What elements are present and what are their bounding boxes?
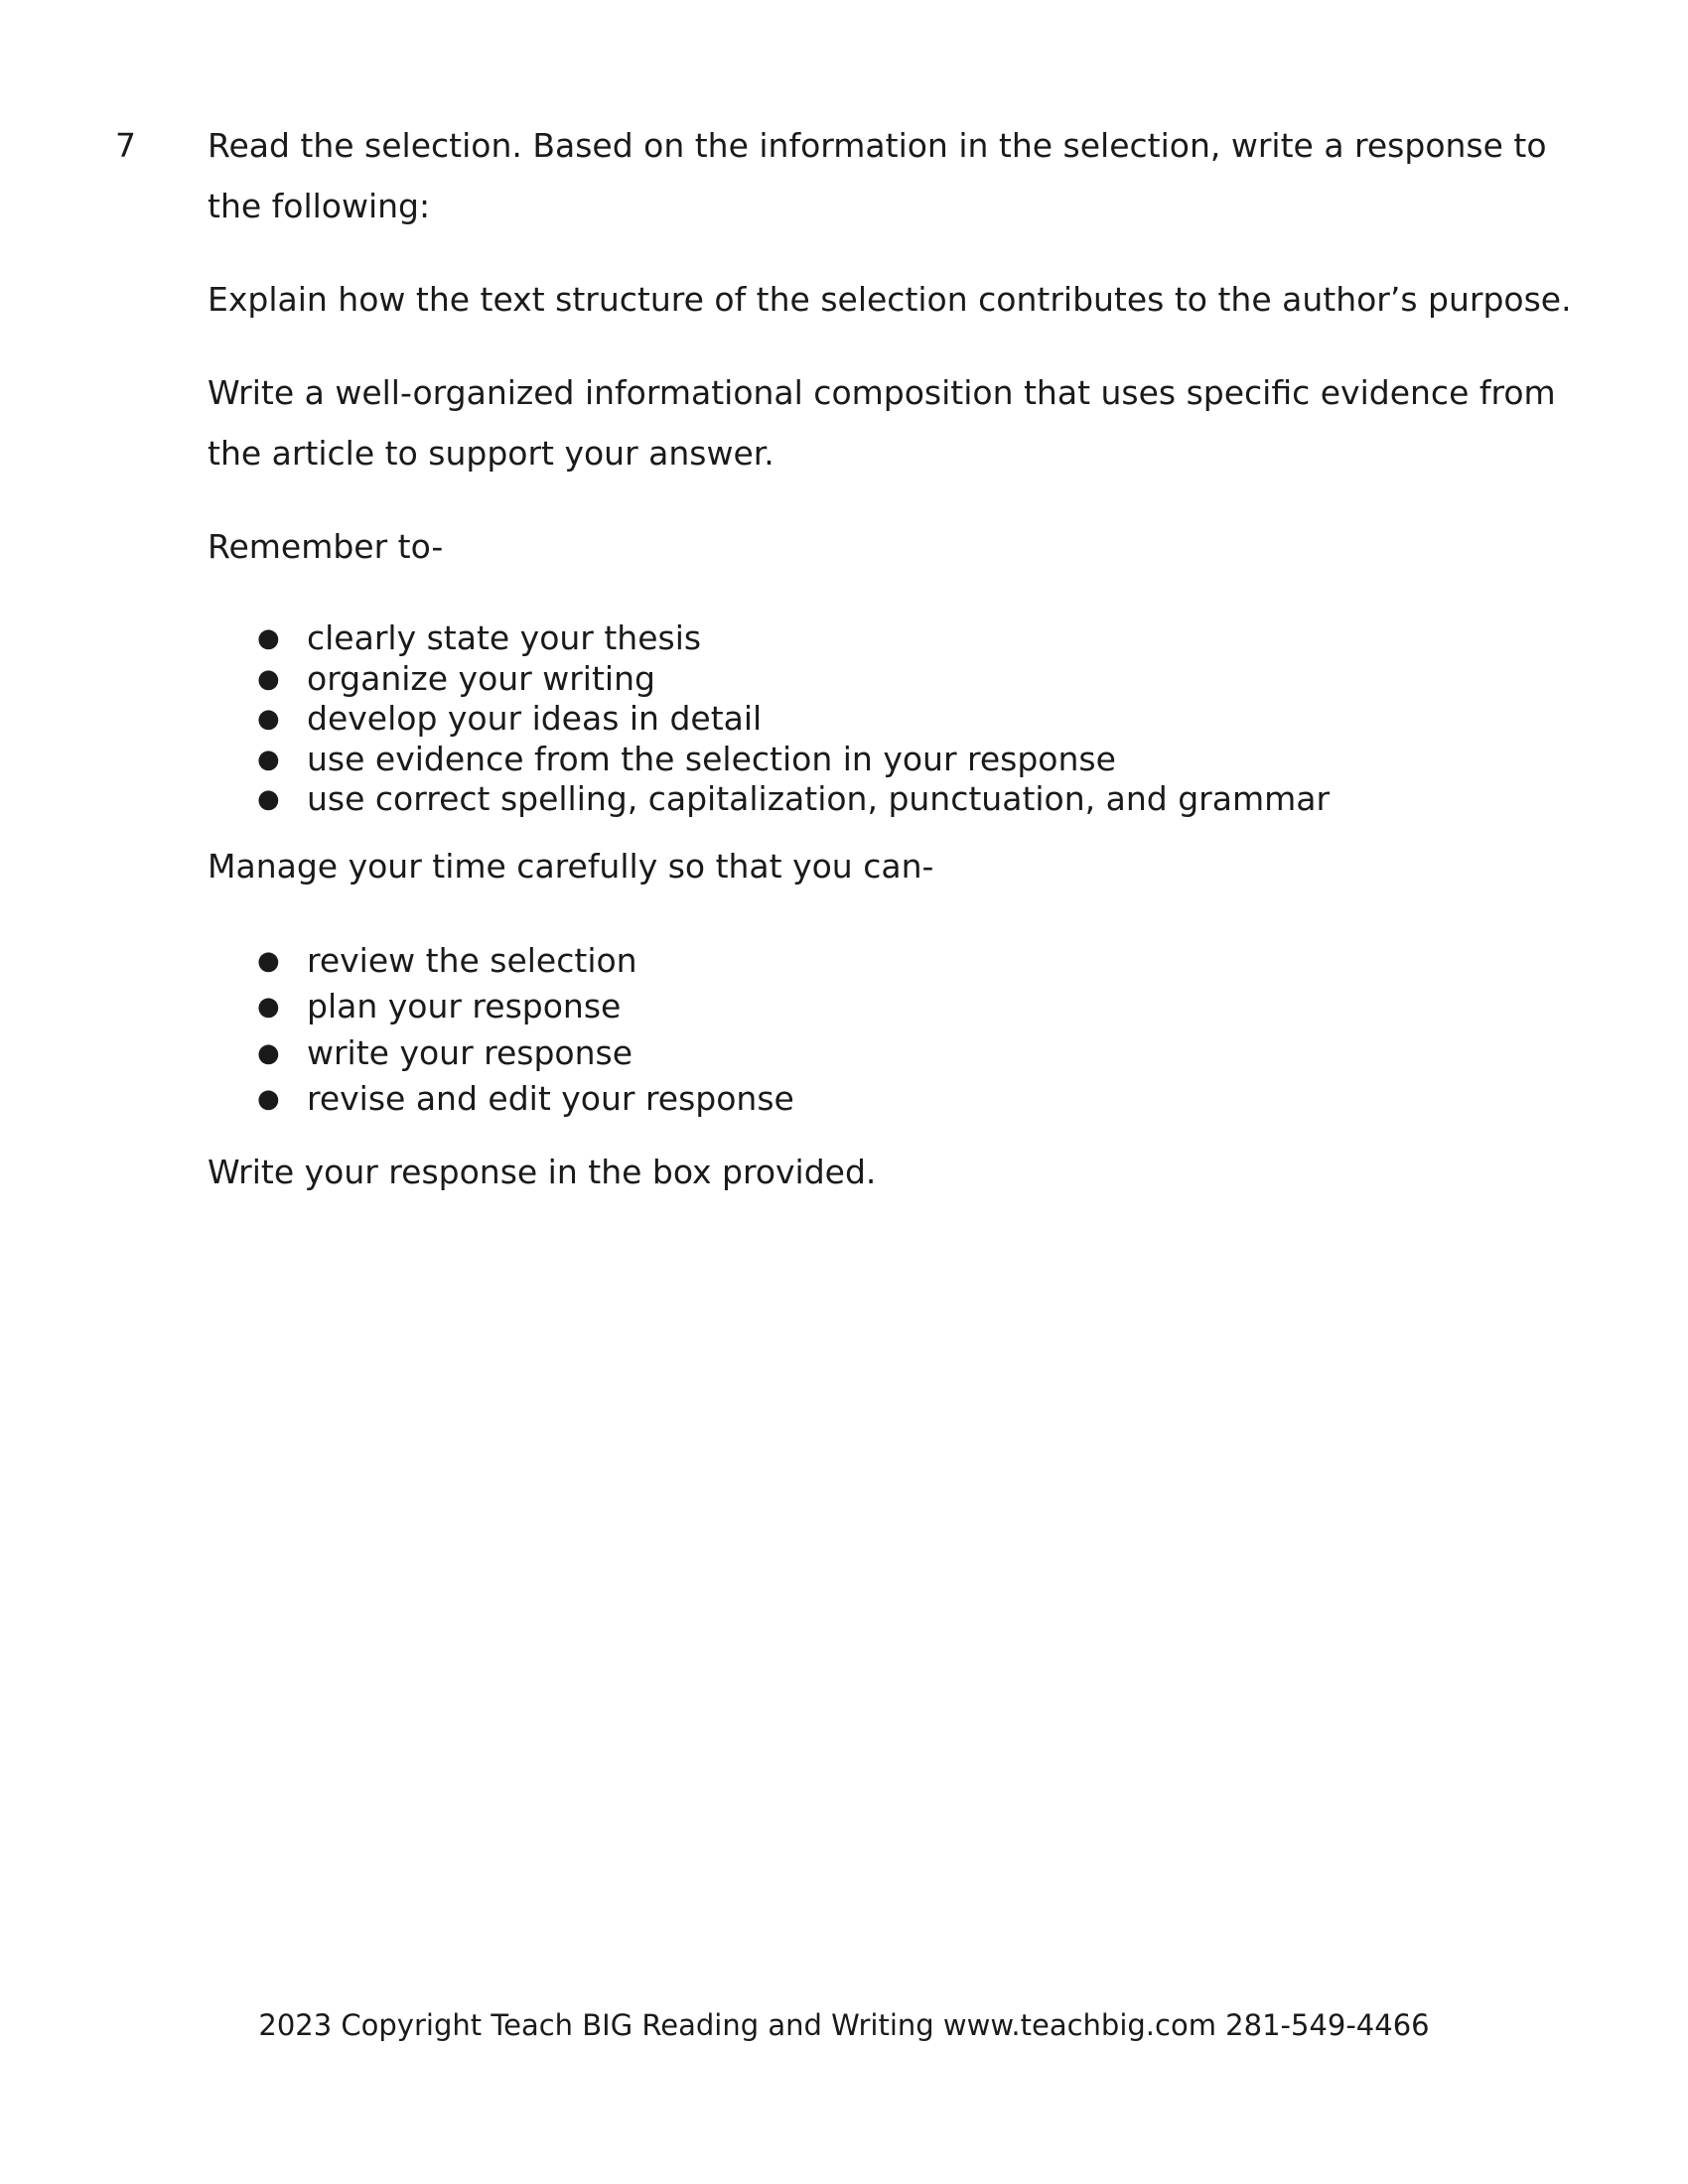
- list-item: [208, 779, 1598, 820]
- bullet-icon: ●: [257, 945, 280, 976]
- list-item: [208, 740, 1598, 780]
- bullet-icon: ●: [257, 784, 280, 814]
- question-prompt: Read the selection. Based on the information in the selection, write a response to the following:: [208, 126, 1547, 225]
- bullet-icon: ●: [257, 744, 280, 774]
- question-number: 7: [115, 126, 136, 165]
- list-item-text: use evidence from the selection in your response: [307, 739, 1116, 778]
- manage-list: [208, 938, 1598, 1123]
- manage-heading: Manage your time carefully so that you can-: [208, 846, 934, 886]
- list-item: [208, 1030, 1598, 1077]
- question-content: [208, 115, 1598, 1202]
- copyright-footer: 2023 Copyright Teach BIG Reading and Writing www.teachbig.com 281-549-4466: [258, 2008, 1430, 2042]
- list-item-text: develop your ideas in detail: [307, 699, 763, 738]
- question-instruction: Write a well-organized informational composition that uses specific evidence from the article to support your answer.: [208, 373, 1556, 473]
- bullet-icon: ●: [257, 1084, 280, 1114]
- question-task: Explain how the text structure of the selection contributes to the author’s purpose.: [208, 280, 1572, 319]
- bullet-icon: ●: [257, 1037, 280, 1068]
- list-item-text: clearly state your thesis: [307, 618, 702, 657]
- list-item-text: revise and edit your response: [307, 1079, 794, 1118]
- closing-instruction: Write your response in the box provided.: [208, 1152, 877, 1191]
- bullet-icon: ●: [257, 704, 280, 734]
- remember-heading: Remember to-: [208, 527, 444, 566]
- list-item: [208, 938, 1598, 985]
- list-item-text: plan your response: [307, 987, 622, 1025]
- remember-list: [208, 618, 1598, 820]
- list-item: [208, 659, 1598, 700]
- bullet-icon: ●: [257, 623, 280, 653]
- list-item-text: review the selection: [307, 940, 637, 980]
- list-item: [208, 618, 1598, 659]
- list-item: [208, 699, 1598, 740]
- bullet-icon: ●: [257, 992, 280, 1022]
- list-item-text: organize your writing: [307, 658, 655, 698]
- list-item: [208, 1076, 1598, 1123]
- bullet-icon: ●: [257, 663, 280, 694]
- list-item-text: write your response: [307, 1032, 633, 1072]
- list-item: [208, 984, 1598, 1030]
- list-item-text: use correct spelling, capitalization, punctuation, and grammar: [307, 779, 1331, 818]
